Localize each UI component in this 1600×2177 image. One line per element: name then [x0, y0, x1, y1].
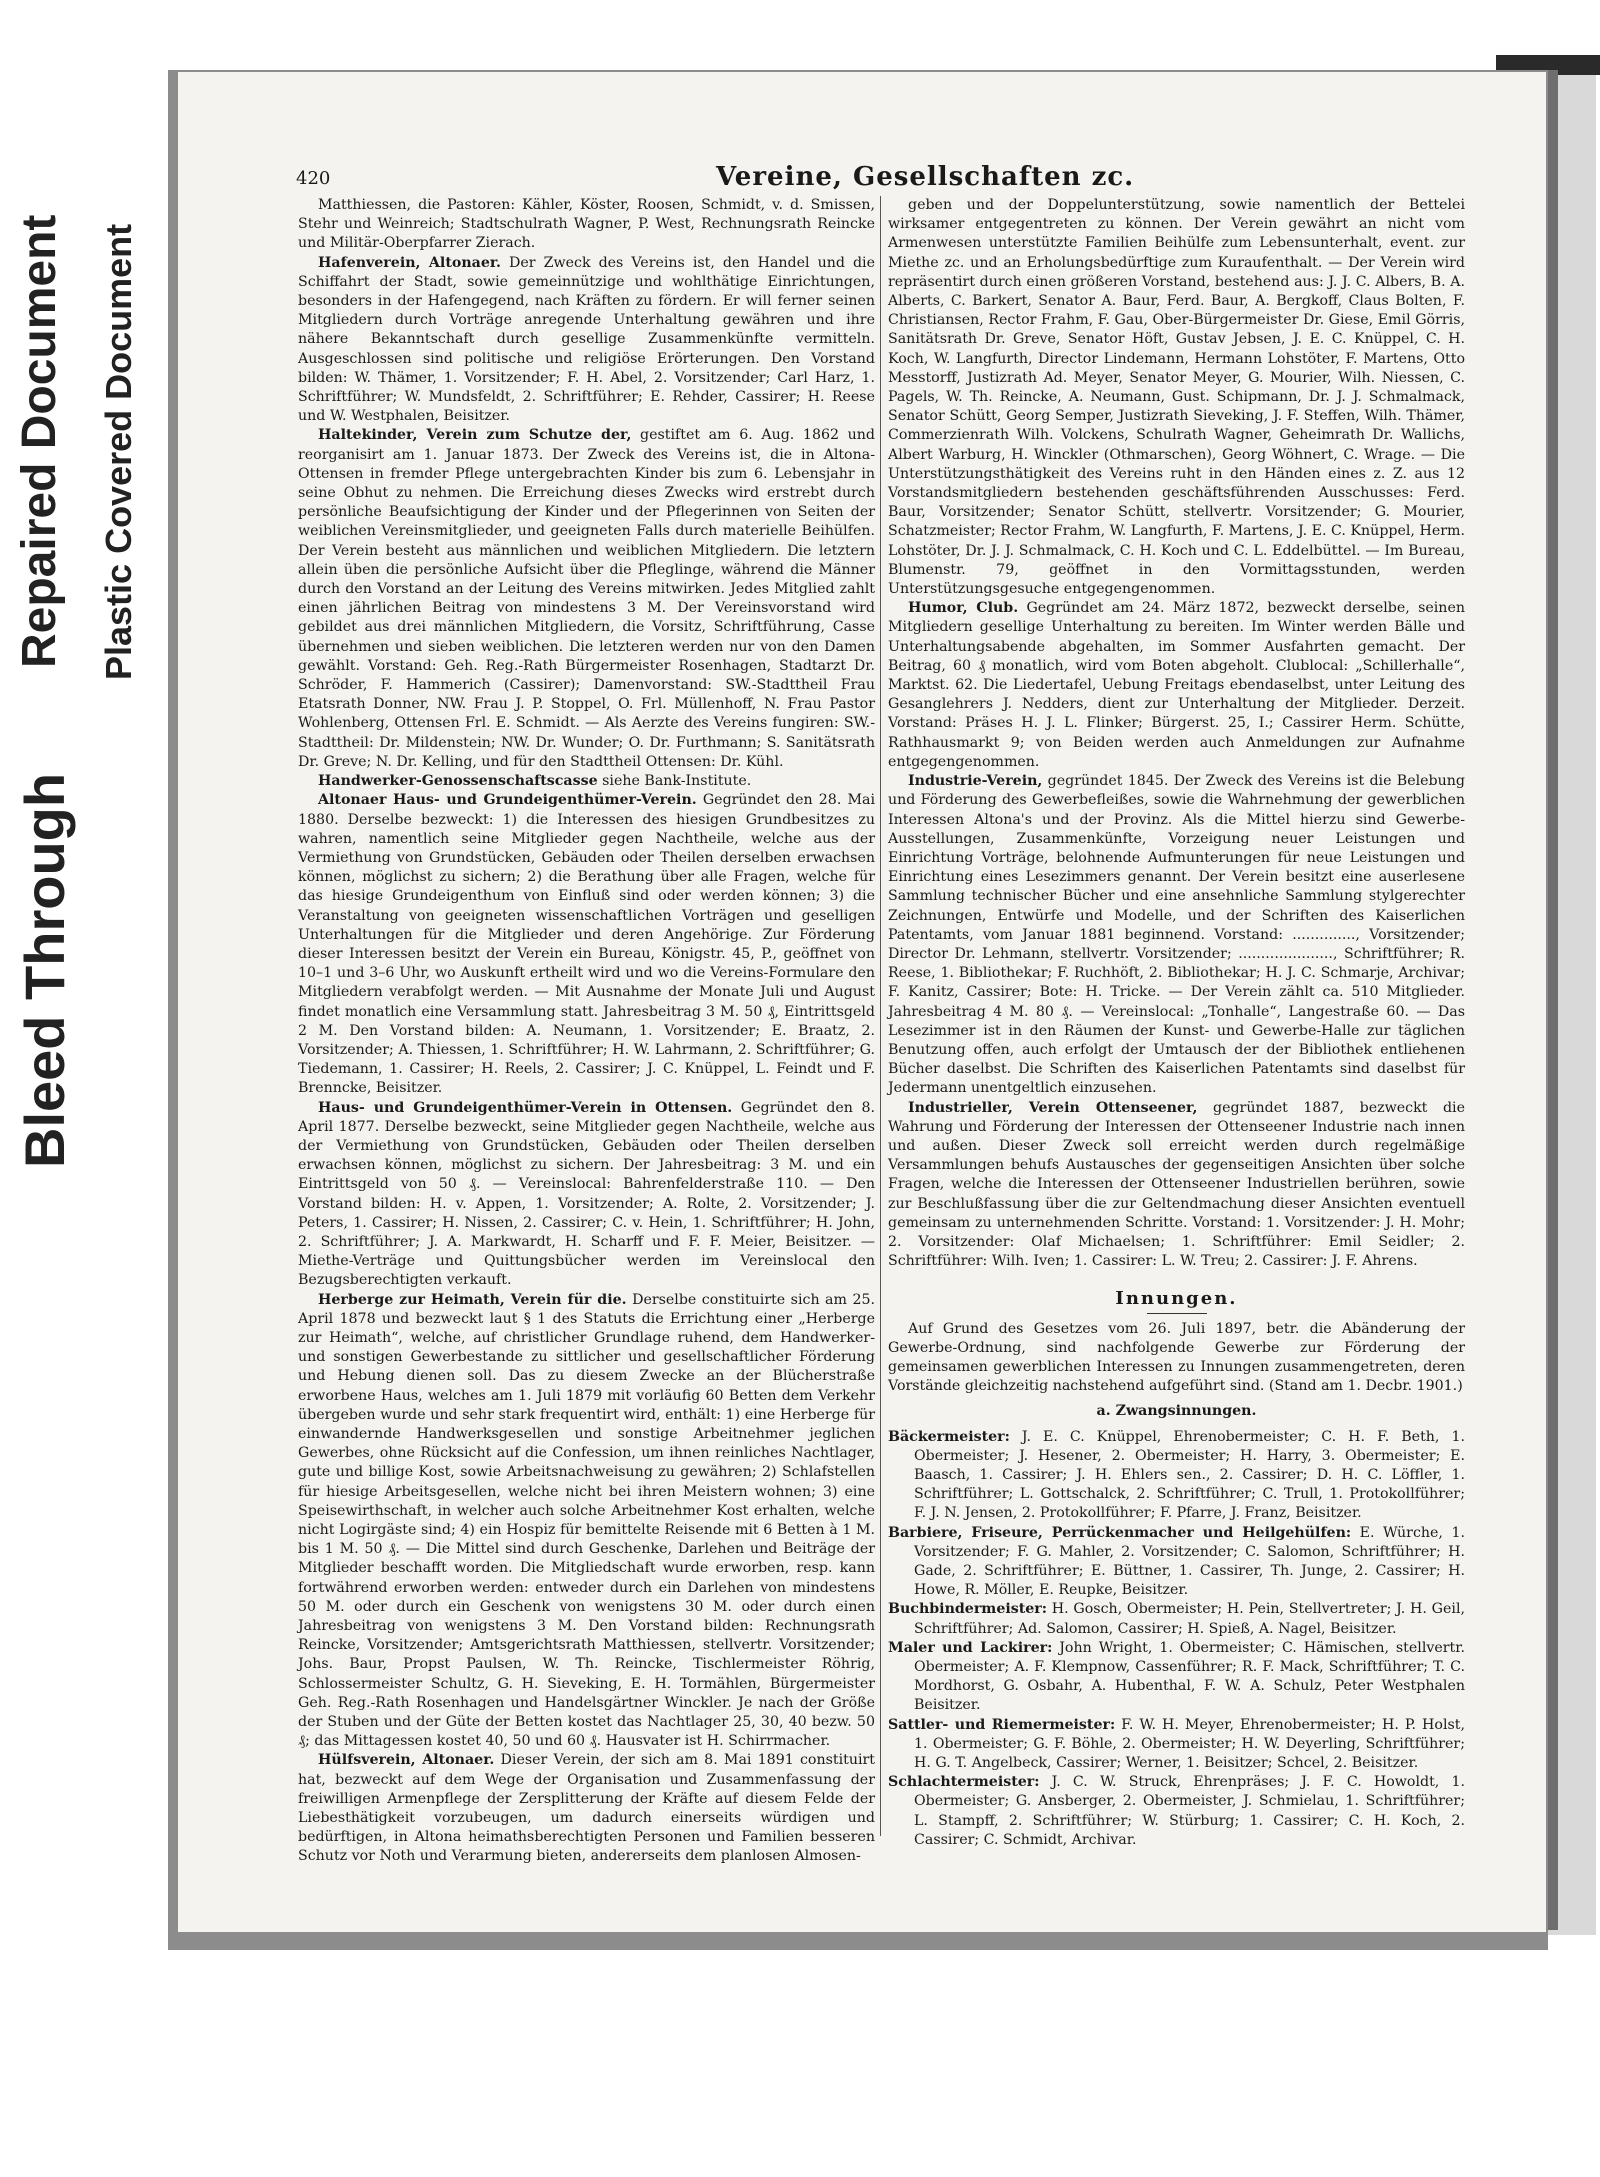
entry — [298, 254, 875, 427]
entry-text: J. E. C. Knüppel, Ehrenobermeister; C. H. F. Beth, 1. Obermeister; J. Hesener, 2. Obermeister; H. Harry, 3. Obermeister; E. Baasch, 1. Cassirer; J. H. Ehlers sen., 2. Cassirer; D. H. C. Löffler, 1. Schriftführer; L. Gottschalck, 2. Schriftführer; C. Trull, 1. Protokollführer; F. J. N. Jensen, 2. Protokollführer; F. Pfarre, J. Franz, Beisitzer. — [914, 1428, 1465, 1522]
entry-text: Der Zweck des Vereins ist, den Handel und die Schiffahrt der Stadt, sowie gemeinnützige und wohlthätige Einrichtungen, besonders in der Hafengegend, nach Kräften zu fördern. Er will ferner seinen Mitgliedern durch Vorträge anregende Unterhaltung gewähren und ihre nähere Bekanntschaft durch gesellige Zusammenkünfte vermitteln. Ausgeschlossen sind politische und religiöse Erörterungen. Den Vorstand bilden: W. Thämer, 1. Vorsitzender; F. H. Abel, 2. Vorsitzender; Carl Harz, 1. Schriftführer; W. Mundsfeldt, 2. Schriftführer; E. Rehder, Cassirer; H. Reese und W. Westphalen, Beisitzer. — [298, 254, 875, 425]
annotation-labels — [0, 0, 170, 1200]
entry-text: Gegründet am 24. März 1872, bezweckt derselbe, seinen Mitgliedern gesellige Unterhaltung zu bereiten. Im Winter werden Bälle und Unterhaltungsabende abgehalten, im Sommer Ausfahrten gemacht. Der Beitrag, 60 ₰ monatlich, wird vom Boten abgeholt. Clublocal: „Schillerhalle“, Marktst. 62. Die Liedertafel, Uebung Freitags ebendaselbst, unter Leitung des Gesanglehrers J. Nedders, dient zur Unterhaltung der Mitglieder. Derzeit. Vorstand: Präses H. J. L. Flinker; Bürgerst. 25, I.; Cassirer Herm. Schütte, Rathhausmarkt 9; von Beiden werden auch Anmeldungen zur Aufnahme entgegengenommen. — [888, 600, 1465, 770]
entry-text: Gegründet den 28. Mai 1880. Derselbe bezweckt: 1) die Interessen des hiesigen Grundbesitzes zu wahren, namentlich seine Mitglieder gegen Nachtheile, welche aus der Vermiethung von Grundstücken, Gebäuden oder Theilen derselben erwachsen können, möglichst zu sichern; 2) die Berathung über alle Fragen, welche für das hiesige Grundeigenthum von Einfluß sind oder werden können; 3) die Veranstaltung von geeigneten wissenschaftlichen Vorträgen und geselligen Unterhaltungen für die Mitglieder und deren Angehörige. Zur Förderung dieser Interessen besitzt der Verein ein Bureau, Königstr. 45, P., geöffnet von 10–1 und 3–6 Uhr, wo Auskunft ertheilt wird und wo die Vereins-Formulare den Mitgliedern verabfolgt werden. — Mit Ausnahme der Monate Juli und August findet monatlich eine Versammlung statt. Jahresbeitrag 3 M. 50 ₰, Eintrittsgeld 2 M. Den Vorstand bilden: A. Neumann, 1. Vorsitzender; E. Braatz, 2. Vorsitzender; A. Thiessen, 1. Schriftführer; H. W. Lahrmann, 2. Schriftführer; G. Tiedemann, 1. Cassirer; H. Reels, 2. Cassirer; J. C. Knüppel, L. Feindt und F. Brenncke, Beisitzer. — [298, 792, 875, 1097]
entry — [298, 1751, 875, 1866]
entry-text: J. C. W. Struck, Ehrenpräses; J. F. C. Howoldt, 1. Obermeister; G. Ansberger, 2. Obermeister, J. Schmielau, 1. Schriftführer; L. Stampff, 2. Schriftführer; W. Stürburg; 1. Cassirer; C. H. Koch, 2. Cassirer; C. Schmidt, Archivar. — [914, 1774, 1465, 1848]
entry — [298, 791, 875, 1098]
entry — [888, 599, 1465, 772]
entry-name: Altonaer Haus- und Grundeigenthümer-Verein. — [318, 792, 697, 809]
trade-entry — [888, 1428, 1465, 1524]
entry-text: Gegründet den 8. April 1877. Derselbe bezweckt, seine Mitglieder gegen Nachtheile, welche aus der Vermiethung von Grundstücken, Gebäuden oder Theilen derselben erwachsen können, möglichst zu sichern. Der Jahresbeitrag: 3 M. und ein Eintrittsgeld von 50 ₰. — Vereinslocal: Bahrenfelderstraße 110. — Den Vorstand bilden: H. v. Appen, 1. Vorsitzender; A. Rolte, 2. Vorsitzender; J. Peters, 1. Cassirer; H. Nissen, 2. Cassirer; C. v. Hein, 1. Schriftführer; H. John, 2. Schriftführer; J. A. Markwardt, H. Scharff und F. F. Meier, Beisitzer. — Miethe-Verträge und Quittungsbücher werden im Vereinslocal den Bezugsberechtigten verkauft. — [298, 1099, 876, 1289]
entry-name: Industrie-Verein, — [908, 773, 1043, 790]
entry — [298, 1291, 875, 1752]
innungen-title: Innungen. — [1115, 1288, 1238, 1310]
entry-text: John Wright, 1. Obermeister; C. Hämischen, stellvertr. Obermeister; A. F. Klempnow, Cassenführer; R. F. Mack, Schriftführer; T. C. Mordhorst, G. Osbahr, A. Hubenthal, F. W. A. Schulz, Peter Westphalen Beisitzer. — [914, 1639, 1465, 1714]
left-column — [298, 196, 875, 1867]
entry-text: gegründet 1887, bezweckt die Wahrung und Förderung der Interessen der Ottenseener Industrie nach innen und außen. Dieser Zweck soll erreicht werden durch regelmäßige Versammlungen behufs Austausches der gegenseitigen Ansichten über solche Fragen, welche die Interessen der Ottenseener Industriellen berühren, sowie zur Beschlußfassung über die zur Geltendmachung dieser Ansichten eventuell gemeinsam zu unternehmenden Schritte. Vorstand: 1. Vorsitzender: J. H. Mohr; 2. Vorsitzender: Olaf Michaelsen; 1. Schriftführer: Emil Seidler; 2. Schriftführer: Wilh. Iven; 1. Cassirer: L. W. Treu; 2. Cassirer: J. F. Ahrens. — [888, 1099, 1465, 1270]
entry-name: Bäckermeister: — [888, 1428, 1010, 1445]
entry-text: Dieser Verein, der sich am 8. Mai 1891 constituirt hat, bezweckt auf dem Wege der Organisation und Zusammenfassung der freiwilligen Armenpflege der Zersplitterung der Kräfte auf diesem Felde der Liebesthätigkeit vorzubeugen, um dadurch einerseits würdigen und bedürftigen, in Altona heimathsberechtigten Personen und Familien besseren Schutz vor Noth und Verarmung bieten, andererseits dem planlosen Almosen- — [298, 1752, 875, 1865]
trade-entry — [888, 1716, 1465, 1774]
entry-text: geben und der Doppelunterstützung, sowie namentlich der Bettelei wirksamer entgegentreten zu können. Der Verein gewährt an nicht vom Armenwesen unterstützte Familien Beihülfe zum Lebensunterhalt, event. zur Miethe zc. und an Erholungsbedürftige zum Kuraufenthalt. — Der Verein wird repräsentirt durch einen größeren Vorstand, bestehend aus: J. J. C. Albers, B. A. Alberts, C. Barkert, Senator A. Baur, Ferd. Baur, A. Bergkoff, Claus Bolten, F. Christiansen, Rector Frahm, F. Gau, Ober-Bürgermeister Dr. Giese, Emil Görris, Sanitätsrath Dr. Greve, Senator Höft, Gustav Jebsen, J. E. C. Knüppel, C. H. Koch, W. Langfurth, Director Lindemann, Hermann Lohstöter, F. Martens, Otto Messtorff, Justizrath Ad. Meyer, Senator Meyer, G. Mourier, Wilh. Niessen, C. Pagels, W. Th. Reincke, A. Neumann, Gust. Schipmann, Dr. J. J. Schmalmack, Senator Schütt, Georg Semper, Justizrath Sieveking, J. F. Steffen, Wilh. Thämer, Commerzienrath Wilh. Volckens, Schulrath Wagner, Geheimrath Dr. Wallichs, Albert Warburg, H. Winckler (Othmarschen), Georg Wöhnert, C. Wrage. — Die Unterstützungsthätigkeit des Vereins ruht in den Händen eines z. Z. aus 12 Vorstandsmitgliedern bestehenden geschäftsführenden Ausschusses: Ferd. Baur, Vorsitzender; Senator Schütt, stellvertr. Vorsitzender; G. Mourier, Schatzmeister; Rector Frahm, W. Langfurth, F. Martens, J. E. C. Knüppel, Herm. Lohstöter, Dr. J. J. Schmalmack, C. H. Koch und C. L. Eddelbüttel. — Im Bureau, Blumenstr. 79, geöffnet in den Vormittagsstunden, werden Unterstützungsgesuche entgegengenommen. — [888, 197, 1465, 598]
innungen-intro: Auf Grund des Gesetzes vom 26. Juli 1897, betr. die Abänderung der Gewerbe-Ordnung, sind nachfolgende Gewerbe zur Förderung der gemeinsamen gewerblichen Interessen zu Innungen zusammengetreten, deren Vorstände gleichzeitig nachstehend aufgeführt sind. (Stand am 1. Decbr. 1901.) — [888, 1320, 1465, 1395]
entry-name: Handwerker-Genossenschaftscasse — [318, 773, 598, 790]
running-head: Vereine, Gesellschaften zc. — [716, 162, 1135, 192]
entry-name: Schlachtermeister: — [888, 1774, 1040, 1791]
trade-entry — [888, 1639, 1465, 1716]
label-bleed-through: Bleed Through — [13, 772, 76, 1168]
entry-text: gestiftet am 6. Aug. 1862 und reorganisirt am 1. Januar 1873. Der Zweck des Vereins ist, die in Altona-Ottensen in fremder Pflege untergebrachten Kinder bis zum 6. Lebensjahr in seine Obhut zu nehmen. Die Erreichung dieses Zwecks wird erstrebt durch persönliche Beaufsichtigung der Kinder und der Pflegerinnen von Seiten der weiblichen Vereinsmitglieder, und geeigneten Falls durch materielle Beihülfen. Der Verein besteht aus männlichen und weiblichen Mitgliedern. Die letztern allein üben die persönliche Aufsicht über die Pfleglinge, während die Männer durch den Vorstand an der Leitung des Vereins mitwirken. Jedes Mitglied zahlt einen jährlichen Beitrag von mindestens 3 M. Der Vereinsvorstand wird gebildet aus drei männlichen Mitgliedern, die Vorsitz, Schriftführung, Casse übernehmen und sieben weiblichen. Die letzteren werden nur von den Damen gewählt. Vorstand: Geh. Reg.-Rath Bürgermeister Rosenhagen, Stadtarzt Dr. Schröder, F. Hammerich (Cassirer); Damenvorstand: SW.-Stadttheil Frau Etatsrath Donner, NW. Frau J. P. Stoppel, O. Frl. Müllenhoff, N. Frau Pastor Wohlenberg, Ottensen Frl. E. Schmidt. — Als Aerzte des Vereins fungiren: SW.-Stadttheil: Dr. Mildenstein; NW. Dr. Wunder; O. Dr. Furthmann; S. Sanitätsrath Dr. Greve; N. Dr. Kelling, und für den Stadttheil Ottensen: Dr. Kühl. — [298, 427, 875, 770]
entry-name: Humor, Club. — [908, 600, 1019, 617]
entry — [298, 196, 875, 254]
trade-entry — [888, 1773, 1465, 1850]
entry-name: Haus- und Grundeigenthümer-Verein in Ottensen. — [318, 1099, 733, 1116]
right-column — [888, 196, 1465, 1850]
entry-name: Maler und Lackirer: — [888, 1639, 1053, 1656]
trade-entry — [888, 1524, 1465, 1601]
column-divider — [880, 196, 881, 1836]
entry — [888, 196, 1465, 599]
entry-text: H. Gosch, Obermeister; H. Pein, Stellvertreter; J. H. Geil, Schriftführer; Ad. Salomon, Cassirer; H. Spieß, A. Nagel, Beisitzer. — [914, 1601, 1465, 1637]
entry-name: Buchbindermeister: — [888, 1601, 1048, 1618]
label-repaired-document: Repaired Document — [13, 214, 66, 668]
entry — [888, 772, 1465, 1098]
entry-text: siehe Bank-Institute. — [602, 773, 752, 790]
entry — [888, 1099, 1465, 1272]
right-entries — [888, 196, 1465, 1271]
entry-name: Industrieller, Verein Ottenseener, — [908, 1099, 1198, 1116]
entry-name: Hülfsverein, Altonaer. — [318, 1752, 495, 1769]
entry — [298, 1099, 875, 1291]
page-gutter-shadow — [1548, 70, 1558, 1930]
entry-text: E. Würche, 1. Vorsitzender; F. G. Mahler, 2. Vorsitzender; C. Salomon, Schriftführer; H. Gade, 2. Schriftführer; E. Büttner, 1. Cassirer, Th. Junge, 2. Cassirer; H. Howe, R. Möller, E. Reupke, Beisitzer. — [914, 1524, 1465, 1599]
trade-entry — [888, 1600, 1465, 1638]
zwangsinnungen-subtitle: a. Zwangsinnungen. — [1096, 1403, 1257, 1420]
page-header — [296, 162, 1546, 194]
entry — [298, 772, 875, 791]
entry-name: Herberge zur Heimath, Verein für die. — [318, 1291, 627, 1308]
innungen-rule — [1147, 1313, 1207, 1314]
entry-name: Barbiere, Friseure, Perrückenmacher und Heilgehülfen: — [888, 1524, 1352, 1541]
entry-text: gegründet 1845. Der Zweck des Vereins ist die Belebung und Förderung des Gewerbefleißes, sowie die Wahrnehmung der gewerblichen Interessen Altona's und der Provinz. Als die Mittel hierzu sind Gewerbe-Ausstellungen, Zusammenkünfte, Vorzeigung neuer Leistungen und Einrichtung Vorträge, belohnende Aufmunterungen für neue Leistungen und Einrichtung eines Lesezimmers genannt. Der Verein besitzt eine auserlesene Sammlung technischer Bücher und eine ansehnliche Sammlung stylgerechter Zeichnungen, Entwürfe und Modelle, und der Schriften des Kaiserlichen Patentamts, vom Januar 1881 beginnend. Vorstand: .............., Vorsitzender; Director Dr. Lehmann, stellvertr. Vorsitzender; ....................., Schriftführer; R. Reese, 1. Bibliothekar; F. Ruchhöft, 2. Bibliothekar; H. J. C. Schmarje, Archivar; F. Kanitz, Cassirer; Bote: H. Tricke. — Der Verein zählt ca. 510 Mitglieder. Jahresbeitrag 4 M. 80 ₰. — Vereinslocal: „Tonhalle“, Langestraße 60. — Das Lesezimmer ist in den Räumen der Kunst- und Gewerbe-Halle zur täglichen Benutzung offen, auch erfolgt der Umtausch der der Bibliothek entliehenen Bücher daselbst. Die Schriften des Kaiserlichen Patentamts sind daselbst für Jedermann unentgeltlich einzusehen. — [888, 773, 1465, 1097]
entry-text: Matthiessen, die Pastoren: Kähler, Köster, Roosen, Schmidt, v. d. Smissen, Stehr und Weinreich; Stadtschulrath Wagner, P. West, Rechnungsrath Reincke und Militär-Oberpfarrer Zierach. — [298, 197, 875, 252]
entry-text: F. W. H. Meyer, Ehrenobermeister; H. P. Holst, 1. Obermeister; G. F. Böhle, 2. Obermeister; H. W. Deyerling, Schriftführer; H. G. T. Angelbeck, Cassirer; Werner, 1. Beisitzer; Schcel, 2. Beisitzer. — [914, 1716, 1466, 1772]
entry — [298, 426, 875, 772]
entry-name: Sattler- und Riemermeister: — [888, 1716, 1116, 1733]
trades-list — [888, 1428, 1465, 1850]
entry-name: Haltekinder, Verein zum Schutze der, — [318, 427, 632, 444]
entry-name: Hafenverein, Altonaer. — [318, 254, 501, 271]
page-number: 420 — [296, 168, 331, 189]
label-plastic-covered: Plastic Covered Document — [98, 223, 139, 680]
entry-text: Derselbe constituirte sich am 25. April 1878 und bezweckt laut § 1 des Statuts die Errichtung einer „Herberge zur Heimath“, welche, auf christlicher Grundlage ruhend, dem Handwerker- und sonstigen Gewerbestande zu sittlicher und gesellschaftlicher Förderung und Hebung dienen soll. Das zu diesem Zwecke an der Blücherstraße erworbene Haus, welches am 1. Juli 1879 mit vorläufig 60 Betten dem Verkehr übergeben wurde und sehr stark frequentirt wird, enthält: 1) eine Herberge für einwandernde Handwerksgesellen und sonstige Arbeitnehmer jeglichen Gewerbes, ohne Rücksicht auf die Confession, um ihnen reinliches Nachtlager, gute und billige Kost, sowie Arbeitsnachweisung zu gewähren; 2) Schlafstellen für hiesige Arbeitsgesellen, welche nicht bei ihren Meistern wohnen; 3) eine Speisewirthschaft, in welcher auch solche Arbeitnehmer Kost erhalten, welche nicht Logirgäste sind; 4) ein Hospiz für bemittelte Reisende mit 6 Betten à 1 M. bis 1 M. 50 ₰. — Die Mittel sind durch Geschenke, Darlehen und Beiträge der Mitglieder beschafft worden. Die Mitgliedschaft wurde erworben, resp. kann fortwährend erworben werden: entweder durch ein Darlehen von mindestens 50 M. oder durch ein Geschenk von wenigstens 30 M. oder durch einen Jahresbeitrag von wenigstens 3 M. Den Vorstand bilden: Rechnungsrath Reincke, Vorsitzender; Amtsgerichtsrath Matthiessen, stellvertr. Vorsitzender; Johs. Baur, Propst Paulsen, W. Th. Reincke, Tischlermeister Röhrig, Schlossermeister Schultz, G. H. Sieveking, E. H. Tormählen, Bürgermeister Geh. Reg.-Rath Rosenhagen und Handelsgärtner Winckler. Je nach der Größe der Stuben und der Güte der Betten kostet das Nachtlager 25, 30, 40 bezw. 50 ₰; das Mittagessen kostet 40, 50 und 60 ₰. Hausvater ist H. Schirrmacher. — [298, 1291, 876, 1750]
